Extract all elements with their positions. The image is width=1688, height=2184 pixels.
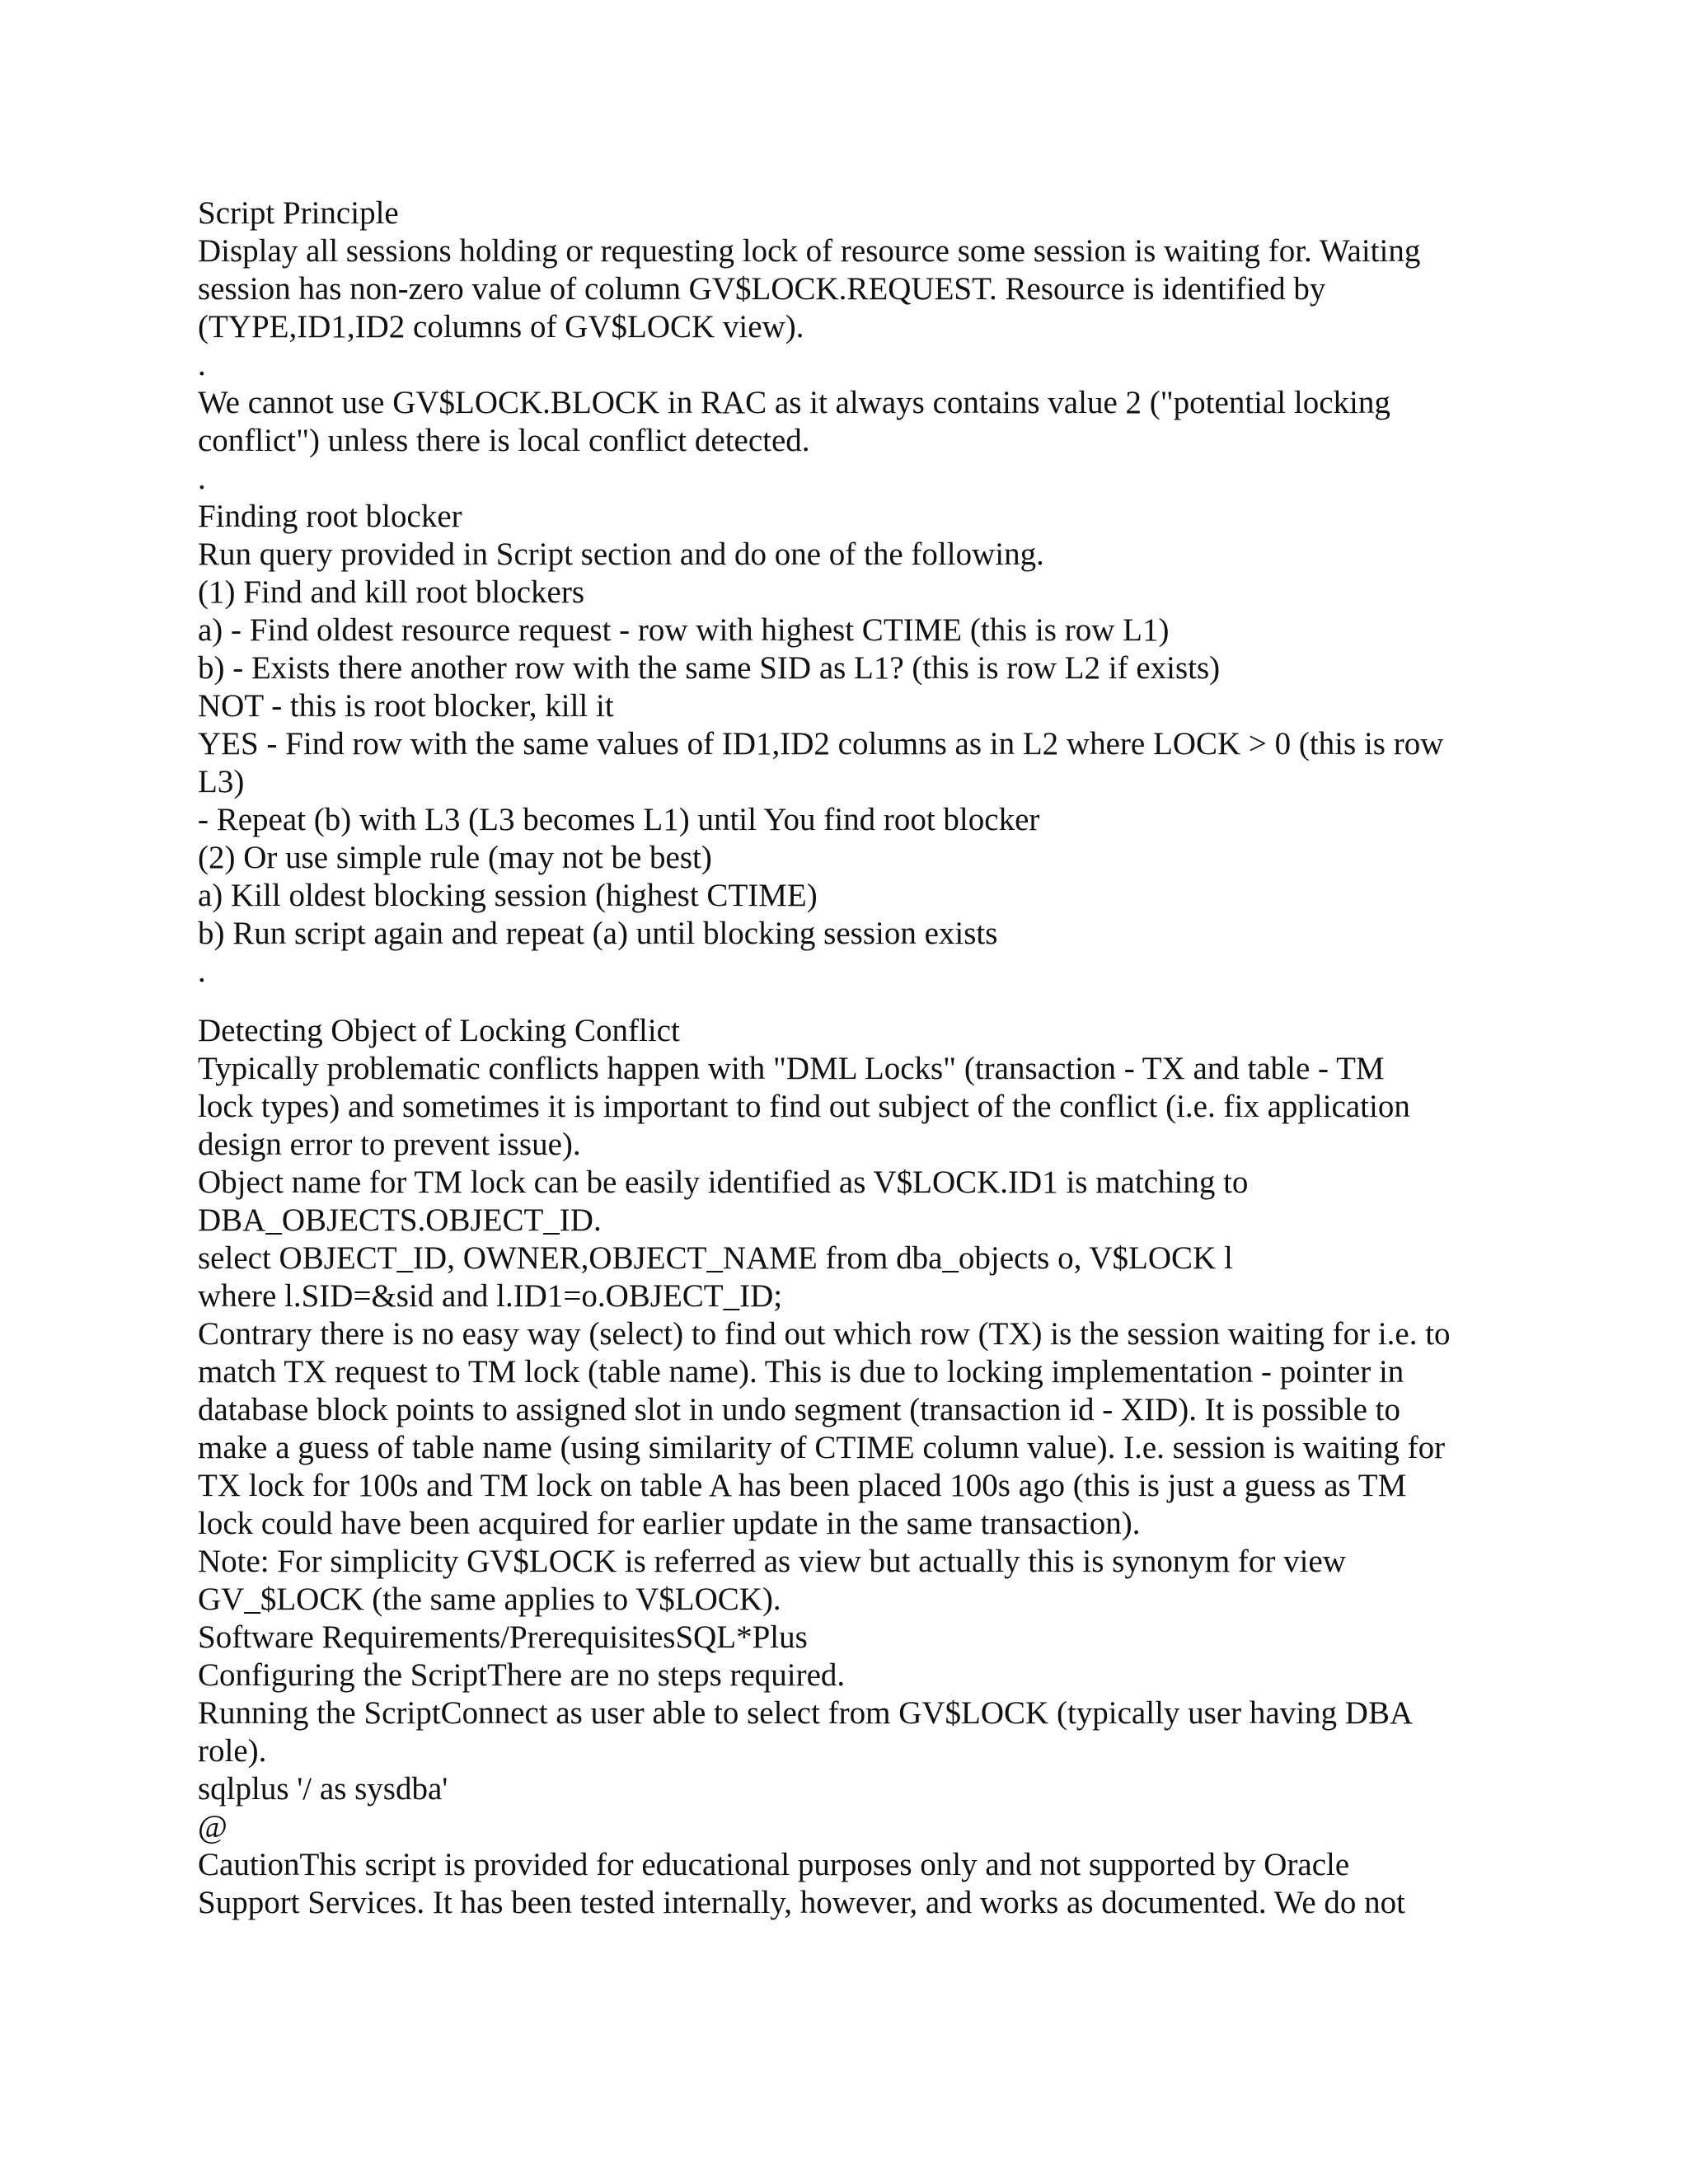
text-line: L3): [198, 764, 245, 799]
text-line: design error to prevent issue).: [198, 1127, 581, 1162]
section-heading-script-principle: Script Principle: [198, 195, 399, 231]
text-line: Running the ScriptConnect as user able to select from GV$LOCK (typically user having DBA: [198, 1695, 1414, 1731]
text-line: TX lock for 100s and TM lock on table A has been placed 100s ago (this is just a guess as TM: [198, 1468, 1407, 1503]
text-line: CautionThis script is provided for educational purposes only and not supported by Oracle: [198, 1847, 1350, 1882]
text-line: DBA_OBJECTS.OBJECT_ID.: [198, 1202, 602, 1238]
document-page: [198, 194, 1500, 1922]
text-line: .: [198, 461, 206, 496]
text-line: (2) Or use simple rule (may not be best): [198, 840, 712, 875]
text-line: .: [198, 347, 206, 382]
text-line: (1) Find and kill root blockers: [198, 574, 585, 610]
sql-line: where l.SID=&sid and l.ID1=o.OBJECT_ID;: [198, 1278, 783, 1314]
text-line: conflict") unless there is local conflict detected.: [198, 423, 810, 458]
text-line: a) - Find oldest resource request - row with highest CTIME (this is row L1): [198, 612, 1170, 648]
text-block-detecting-object: [198, 1012, 1500, 1922]
text-line: role).: [198, 1733, 267, 1769]
sql-line: select OBJECT_ID, OWNER,OBJECT_NAME from dba_objects o, V$LOCK l: [198, 1240, 1233, 1276]
text-line: We cannot use GV$LOCK.BLOCK in RAC as it always contains value 2 ("potential locking: [198, 385, 1390, 420]
text-line: (TYPE,ID1,ID2 columns of GV$LOCK view).: [198, 309, 804, 344]
text-line: Support Services. It has been tested internally, however, and works as documented. We do not: [198, 1885, 1406, 1920]
text-block-script-principle: [198, 194, 1500, 991]
text-line: - Repeat (b) with L3 (L3 becomes L1) until You find root blocker: [198, 802, 1040, 837]
text-line: Display all sessions holding or requesting lock of resource some session is waiting for. Waiting: [198, 233, 1421, 269]
text-line: lock types) and sometimes it is important to find out subject of the conflict (i.e. fix application: [198, 1089, 1410, 1124]
text-line: b) - Exists there another row with the same SID as L1? (this is row L2 if exists): [198, 650, 1221, 686]
text-line: Run query provided in Script section and do one of the following.: [198, 537, 1044, 572]
section-heading-detecting-object: Detecting Object of Locking Conflict: [198, 1013, 680, 1048]
text-line: NOT - this is root blocker, kill it: [198, 688, 614, 724]
text-line: lock could have been acquired for earlier update in the same transaction).: [198, 1506, 1141, 1541]
text-line: session has non-zero value of column GV$LOCK.REQUEST. Resource is identified by: [198, 271, 1326, 307]
section-heading-finding-root-blocker: Finding root blocker: [198, 499, 462, 534]
text-line: b) Run script again and repeat (a) until blocking session exists: [198, 916, 998, 951]
text-line: YES - Find row with the same values of ID1,ID2 columns as in L2 where LOCK > 0 (this is row: [198, 726, 1444, 762]
text-line: Typically problematic conflicts happen with "DML Locks" (transaction - TX and table - TM: [198, 1051, 1385, 1086]
text-line: .: [198, 954, 206, 989]
text-line: database block points to assigned slot in undo segment (transaction id - XID). It is possible to: [198, 1392, 1401, 1427]
text-line: Configuring the ScriptThere are no steps required.: [198, 1657, 846, 1693]
text-line: make a guess of table name (using similarity of CTIME column value). I.e. session is waiting for: [198, 1430, 1446, 1465]
paragraph-gap: [198, 991, 1500, 1012]
text-line: Contrary there is no easy way (select) to find out which row (TX) is the session waiting for i.e. to: [198, 1316, 1451, 1352]
text-line: a) Kill oldest blocking session (highest CTIME): [198, 878, 818, 913]
command-line: @: [198, 1809, 227, 1844]
text-line: GV_$LOCK (the same applies to V$LOCK).: [198, 1582, 781, 1617]
command-line: sqlplus '/ as sysdba': [198, 1771, 448, 1807]
text-line: match TX request to TM lock (table name). This is due to locking implementation - pointer in: [198, 1354, 1404, 1390]
text-line: Note: For simplicity GV$LOCK is referred as view but actually this is synonym for view: [198, 1544, 1346, 1579]
text-line: Object name for TM lock can be easily identified as V$LOCK.ID1 is matching to: [198, 1165, 1249, 1200]
text-line: Software Requirements/PrerequisitesSQL*Plus: [198, 1619, 808, 1655]
